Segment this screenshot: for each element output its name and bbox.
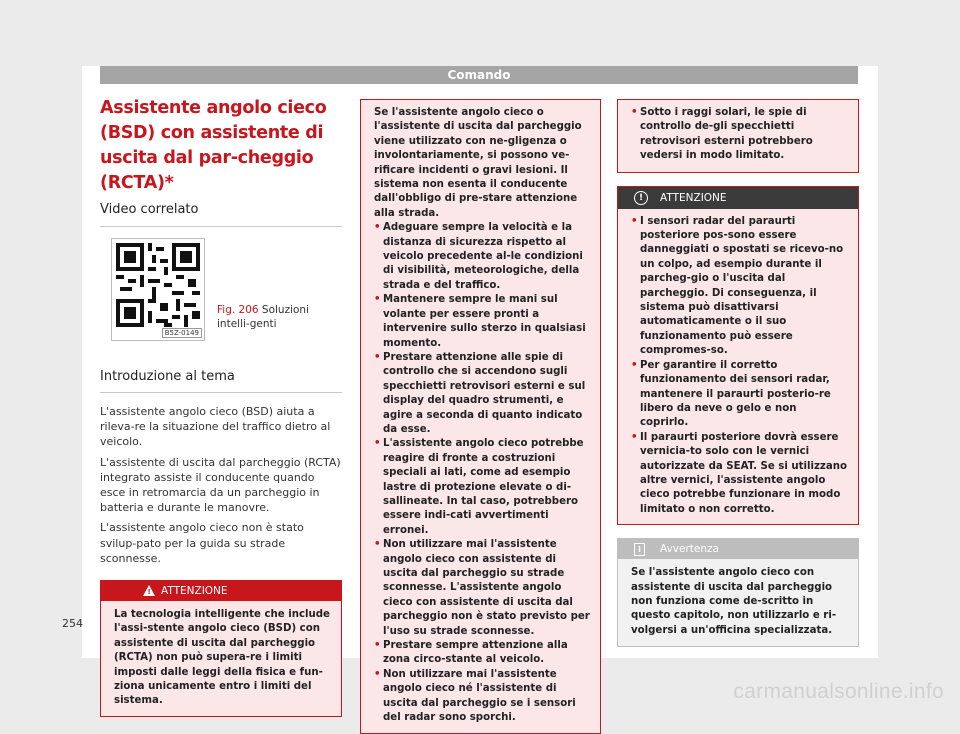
attention-body [618,209,858,525]
page-number: 254 [62,617,83,630]
continued-warning-box [617,99,859,173]
safety-bullet-6: • Prestare sempre attenzione alla zona circo-stante al veicolo. [374,639,590,668]
attention-bullet-2: • Per garantire il corretto funzionamento dei sensori radar, mantenere il paraurti posterio-re libero da neve o gelo e non coprirlo. [631,359,848,431]
warning-text: La tecnologia intelligente che include l'assi-stente angolo cieco (BSD) con assistente di uscita dal parcheggio (RCTA) non può supera-re i limiti imposti dalle leggi della fisica e fun-ziona unicamente entro i limiti del sistema. [101,601,341,716]
page-title: Assistente angolo cieco (BSD) con assistente di uscita dal par-cheggio (RCTA)* [100,98,327,193]
safety-bullet-5: • Non utilizzare mai l'assistente angolo cieco con assistente di uscita dal parcheggio su strade sconnesse. L'assistente angolo cieco con assistente di uscita dal parcheggio non è stato previsto per l'uso su strade sconnesse. [374,538,590,639]
exclamation-icon: ! [147,588,151,597]
note-header [618,539,858,559]
safety-warning-body [361,100,600,733]
paragraph-3: L'assistente angolo cieco non è stato svilup-pato per la guida su strade sconnesse. [100,521,304,565]
figure [100,238,342,341]
figure-caption [217,303,312,341]
section-title: Introduzione al tema [100,369,342,393]
safety-bullet-7: • Non utilizzare mai l'assistente angolo cieco né l'assistente di uscita dal parcheggio se i sensori del radar sono sporchi. [374,668,590,726]
warning-label: ATTENZIONE [161,585,228,598]
continued-bullet: • Sotto i raggi solari, le spie di controllo de-gli specchietti retrovisori esterni potrebbero vedersi in modo limitato. [631,106,848,164]
figure-number: Fig. 206 [217,304,259,316]
attention-bullet-1: • I sensori radar del paraurti posteriore pos-sono essere danneggiati o spostati se ricevo-no un colpo, ad esempio durante il parcheg-gio o l'uscita dal parcheggio. Di conseguenza, il sistema può disattivarsi automaticamente o il suo funzionamento può essere compromes-so. [631,215,848,359]
safety-warning-box [360,99,601,734]
figure-caption-text: Soluzioni intelli-genti [217,304,310,330]
middle-column [360,99,601,734]
safety-intro: Se l'assistente angolo cieco o l'assistente di uscita dal parcheggio viene utilizzato con ne-gligenza o involontariamente, si possono ve-rificare incidenti o gravi lesioni. Il sistema non esenta il conducente dall'obbligo di pre-stare attenzione alla strada. [374,107,582,219]
info-circle-icon: ! [634,191,648,205]
paragraph-2: L'assistente di uscita dal parcheggio (RCTA) integrato assiste il conducente quando esce in retromarcia da un parcheggio in batteria e durante le manovre. [100,455,341,515]
warning-box [100,580,342,717]
watermark: carmanualsonline.info [733,680,944,703]
left-column [100,96,342,717]
attention-bullet-3: • Il paraurti posteriore dovrà essere vernicia-to solo con le vernici autorizzate da SEAT. Se si utilizzano altre vernici, l'assistente angolo cieco potrebbe funzionare in modo limitato o non corretto. [631,431,848,517]
figure-code: B5Z-0149 [162,328,202,338]
safety-bullet-2: • Mantenere sempre le mani sul volante per essere pronti a intervenire sullo sterzo in qualsiasi momento. [374,293,590,351]
attention-box [617,186,859,526]
qr-code-image[interactable] [111,238,205,341]
attention-header [618,187,858,209]
paragraph-1: L'assistente angolo cieco (BSD) aiuta a rileva-re la situazione del traffico dietro al veicolo. [100,405,331,449]
note-info-icon: i [634,543,645,556]
chapter-header: Comando [100,66,858,84]
video-heading: Video correlato [100,202,342,227]
note-text: Se l'assistente angolo cieco con assistente di uscita dal parcheggio non funziona come de-scritto in questo capitolo, non utilizzarlo e ri-volgersi a un'officina specializzata. [618,559,858,646]
safety-bullet-4: • L'assistente angolo cieco potrebbe reagire di fronte a costruzioni speciali ai lati, come ad esempio lastre di protezione elevate o di-sallineate. In tal caso, potrebbero essere indi-cati avvertimenti erronei. [374,437,590,538]
warning-header [101,581,341,601]
right-column [617,99,859,647]
attention-label: ATTENZIONE [660,191,727,204]
safety-bullet-3: • Prestare attenzione alle spie di controllo che si accendono sugli specchietti retrovisori esterni e sul display del quadro strumenti, e agire a seconda di quanto indicato da esse. [374,351,590,437]
continued-warning-body [618,100,858,172]
note-label: Avvertenza [660,543,719,556]
safety-bullet-1: • Adeguare sempre la velocità e la distanza di sicurezza rispetto al veicolo precedente al-le condizioni di visibilità, meteorologiche, della strada e del traffico. [374,221,590,293]
qr-code-icon [116,243,200,327]
note-box [617,538,859,647]
